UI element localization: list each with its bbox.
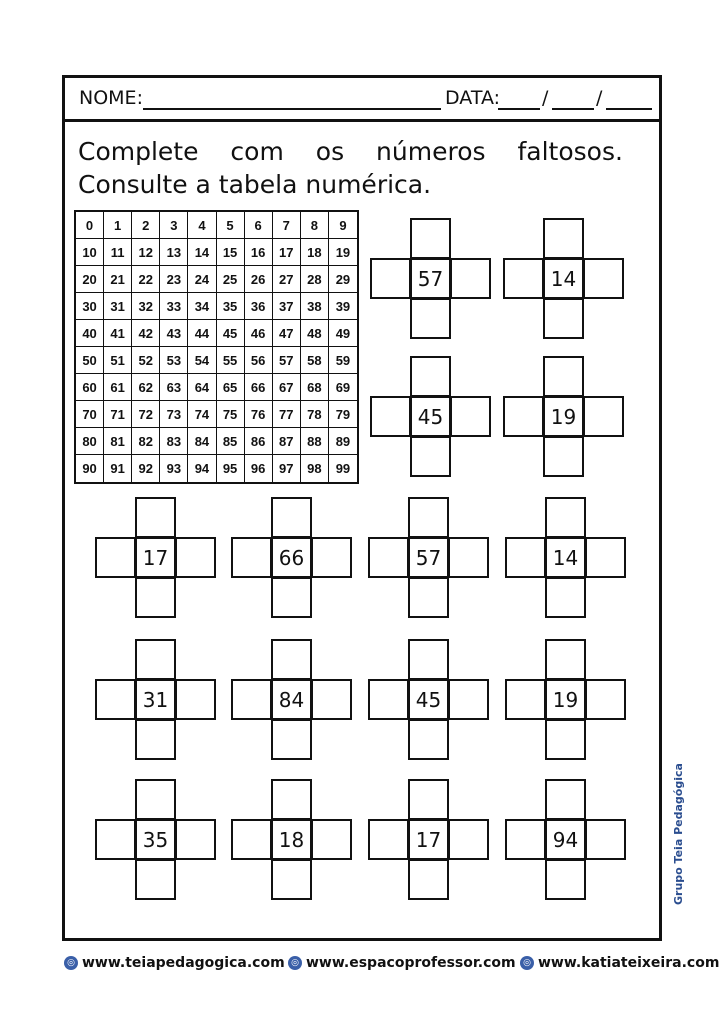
table-cell: 55 (217, 347, 245, 374)
cross-center-number: 84 (271, 679, 312, 720)
table-cell: 63 (160, 374, 188, 401)
table-cell: 70 (76, 401, 104, 428)
table-cell: 42 (132, 320, 160, 347)
cross-top-box[interactable] (135, 497, 176, 538)
cross-top-box[interactable] (271, 639, 312, 680)
table-cell: 64 (188, 374, 216, 401)
cross-right-box[interactable] (448, 819, 489, 860)
cross-right-box[interactable] (585, 537, 626, 578)
table-cell: 22 (132, 266, 160, 293)
cross-top-box[interactable] (543, 218, 584, 259)
table-cell: 36 (245, 293, 273, 320)
cross-left-box[interactable] (95, 819, 136, 860)
cross-center-number: 94 (545, 819, 586, 860)
table-cell: 76 (245, 401, 273, 428)
cross-center-number: 35 (135, 819, 176, 860)
cross-center-number: 57 (408, 537, 449, 578)
cross-top-box[interactable] (408, 639, 449, 680)
table-cell: 15 (217, 239, 245, 266)
cross-left-box[interactable] (370, 258, 411, 299)
table-cell: 32 (132, 293, 160, 320)
date-label: DATA: (445, 87, 501, 109)
number-cross (505, 779, 627, 900)
number-cross (95, 497, 217, 618)
cross-left-box[interactable] (503, 258, 544, 299)
cross-center-number: 19 (543, 396, 584, 437)
table-cell: 39 (329, 293, 357, 320)
table-cell: 51 (104, 347, 132, 374)
cross-right-box[interactable] (585, 679, 626, 720)
table-cell: 65 (217, 374, 245, 401)
table-cell: 57 (273, 347, 301, 374)
cross-center-number: 14 (545, 537, 586, 578)
table-cell: 89 (329, 428, 357, 455)
table-cell: 62 (132, 374, 160, 401)
cross-center-number: 14 (543, 258, 584, 299)
number-cross (231, 497, 353, 618)
table-cell: 26 (245, 266, 273, 293)
cross-left-box[interactable] (95, 537, 136, 578)
cross-bottom-box[interactable] (543, 436, 584, 477)
table-cell: 21 (104, 266, 132, 293)
date-day-line (498, 108, 540, 110)
table-cell: 10 (76, 239, 104, 266)
table-cell: 37 (273, 293, 301, 320)
table-cell: 6 (245, 212, 273, 239)
cross-left-box[interactable] (368, 679, 409, 720)
cross-top-box[interactable] (545, 497, 586, 538)
number-cross (231, 639, 353, 760)
cross-center-number: 17 (135, 537, 176, 578)
table-cell: 53 (160, 347, 188, 374)
instruction-line-2: Consulte a tabela numérica. (78, 170, 432, 199)
table-cell: 86 (245, 428, 273, 455)
table-cell: 58 (301, 347, 329, 374)
instruction-line-1: Complete com os números faltosos. (78, 137, 623, 166)
table-cell: 91 (104, 455, 132, 482)
table-cell: 80 (76, 428, 104, 455)
table-cell: 17 (273, 239, 301, 266)
cross-right-box[interactable] (450, 258, 491, 299)
cross-right-box[interactable] (583, 258, 624, 299)
name-line (143, 108, 441, 110)
table-cell: 7 (273, 212, 301, 239)
table-cell: 41 (104, 320, 132, 347)
cross-center-number: 45 (408, 679, 449, 720)
cross-center-number: 19 (545, 679, 586, 720)
number-cross (370, 218, 492, 339)
table-cell: 25 (217, 266, 245, 293)
cross-center-number: 18 (271, 819, 312, 860)
cross-bottom-box[interactable] (135, 719, 176, 760)
table-cell: 19 (329, 239, 357, 266)
table-cell: 97 (273, 455, 301, 482)
cross-bottom-box[interactable] (545, 859, 586, 900)
cross-bottom-box[interactable] (545, 719, 586, 760)
table-cell: 83 (160, 428, 188, 455)
table-cell: 12 (132, 239, 160, 266)
footer-link-1[interactable]: ◎ www.teiapedagogica.com (64, 952, 285, 974)
cross-right-box[interactable] (175, 679, 216, 720)
table-cell: 81 (104, 428, 132, 455)
table-cell: 0 (76, 212, 104, 239)
cross-bottom-box[interactable] (545, 577, 586, 618)
cross-bottom-box[interactable] (271, 859, 312, 900)
number-cross (231, 779, 353, 900)
table-cell: 82 (132, 428, 160, 455)
table-cell: 47 (273, 320, 301, 347)
table-cell: 33 (160, 293, 188, 320)
table-cell: 30 (76, 293, 104, 320)
cross-right-box[interactable] (450, 396, 491, 437)
table-cell: 68 (301, 374, 329, 401)
table-cell: 16 (245, 239, 273, 266)
cross-left-box[interactable] (368, 537, 409, 578)
table-cell: 96 (245, 455, 273, 482)
globe-icon: ◎ (288, 956, 302, 970)
number-cross (503, 356, 625, 477)
cross-center-number: 17 (408, 819, 449, 860)
table-cell: 27 (273, 266, 301, 293)
cross-top-box[interactable] (410, 356, 451, 397)
cross-top-box[interactable] (410, 218, 451, 259)
footer-link-3[interactable]: ◎ www.katiateixeira.com (520, 952, 719, 974)
number-cross (368, 779, 490, 900)
globe-icon: ◎ (520, 956, 534, 970)
table-cell: 43 (160, 320, 188, 347)
table-cell: 88 (301, 428, 329, 455)
table-cell: 38 (301, 293, 329, 320)
cross-right-box[interactable] (175, 819, 216, 860)
number-cross (95, 639, 217, 760)
cross-left-box[interactable] (231, 819, 272, 860)
cross-center-number: 45 (410, 396, 451, 437)
cross-left-box[interactable] (503, 396, 544, 437)
cross-right-box[interactable] (311, 819, 352, 860)
cross-left-box[interactable] (505, 679, 546, 720)
table-cell: 98 (301, 455, 329, 482)
table-cell: 95 (217, 455, 245, 482)
table-cell: 2 (132, 212, 160, 239)
cross-top-box[interactable] (545, 639, 586, 680)
table-cell: 13 (160, 239, 188, 266)
cross-left-box[interactable] (231, 537, 272, 578)
table-cell: 45 (217, 320, 245, 347)
table-cell: 56 (245, 347, 273, 374)
globe-icon: ◎ (64, 956, 78, 970)
table-cell: 1 (104, 212, 132, 239)
cross-left-box[interactable] (370, 396, 411, 437)
table-cell: 54 (188, 347, 216, 374)
date-slash: / (542, 87, 549, 109)
table-cell: 73 (160, 401, 188, 428)
cross-right-box[interactable] (585, 819, 626, 860)
table-cell: 28 (301, 266, 329, 293)
table-cell: 40 (76, 320, 104, 347)
number-cross (368, 497, 490, 618)
cross-bottom-box[interactable] (135, 859, 176, 900)
cross-left-box[interactable] (95, 679, 136, 720)
cross-bottom-box[interactable] (271, 577, 312, 618)
cross-right-box[interactable] (311, 679, 352, 720)
cross-left-box[interactable] (505, 537, 546, 578)
cross-left-box[interactable] (505, 819, 546, 860)
table-cell: 93 (160, 455, 188, 482)
table-cell: 94 (188, 455, 216, 482)
table-cell: 48 (301, 320, 329, 347)
number-cross (368, 639, 490, 760)
number-cross (505, 639, 627, 760)
table-cell: 14 (188, 239, 216, 266)
watermark-text: Grupo Teia Pedagógica (672, 763, 685, 905)
table-cell: 67 (273, 374, 301, 401)
table-cell: 74 (188, 401, 216, 428)
table-cell: 85 (217, 428, 245, 455)
number-table (74, 210, 359, 484)
cross-top-box[interactable] (271, 497, 312, 538)
date-month-line (552, 108, 594, 110)
table-cell: 69 (329, 374, 357, 401)
table-cell: 24 (188, 266, 216, 293)
date-slash: / (596, 87, 603, 109)
table-cell: 50 (76, 347, 104, 374)
cross-right-box[interactable] (448, 537, 489, 578)
table-cell: 3 (160, 212, 188, 239)
cross-top-box[interactable] (543, 356, 584, 397)
table-cell: 78 (301, 401, 329, 428)
cross-right-box[interactable] (448, 679, 489, 720)
cross-center-number: 66 (271, 537, 312, 578)
cross-center-number: 31 (135, 679, 176, 720)
date-year-line (606, 108, 652, 110)
cross-bottom-box[interactable] (271, 719, 312, 760)
number-cross (95, 779, 217, 900)
cross-bottom-box[interactable] (410, 436, 451, 477)
table-cell: 23 (160, 266, 188, 293)
table-cell: 92 (132, 455, 160, 482)
cross-bottom-box[interactable] (543, 298, 584, 339)
table-cell: 4 (188, 212, 216, 239)
cross-right-box[interactable] (175, 537, 216, 578)
table-cell: 20 (76, 266, 104, 293)
table-cell: 18 (301, 239, 329, 266)
table-cell: 8 (301, 212, 329, 239)
table-cell: 49 (329, 320, 357, 347)
cross-right-box[interactable] (583, 396, 624, 437)
header (65, 78, 659, 122)
number-cross (505, 497, 627, 618)
number-cross (503, 218, 625, 339)
table-cell: 59 (329, 347, 357, 374)
cross-bottom-box[interactable] (135, 577, 176, 618)
table-cell: 31 (104, 293, 132, 320)
table-cell: 52 (132, 347, 160, 374)
table-cell: 87 (273, 428, 301, 455)
table-cell: 72 (132, 401, 160, 428)
footer-link-2[interactable]: ◎ www.espacoprofessor.com (288, 952, 516, 974)
cross-bottom-box[interactable] (408, 577, 449, 618)
table-cell: 71 (104, 401, 132, 428)
table-cell: 5 (217, 212, 245, 239)
table-cell: 9 (329, 212, 357, 239)
cross-top-box[interactable] (271, 779, 312, 820)
number-cross (370, 356, 492, 477)
cross-top-box[interactable] (135, 639, 176, 680)
name-label: NOME: (79, 87, 143, 109)
table-cell: 77 (273, 401, 301, 428)
cross-top-box[interactable] (408, 497, 449, 538)
table-cell: 60 (76, 374, 104, 401)
table-cell: 75 (217, 401, 245, 428)
cross-left-box[interactable] (368, 819, 409, 860)
table-cell: 61 (104, 374, 132, 401)
table-cell: 79 (329, 401, 357, 428)
cross-top-box[interactable] (135, 779, 176, 820)
table-cell: 29 (329, 266, 357, 293)
table-cell: 90 (76, 455, 104, 482)
cross-bottom-box[interactable] (408, 719, 449, 760)
cross-left-box[interactable] (231, 679, 272, 720)
table-cell: 35 (217, 293, 245, 320)
table-cell: 99 (335, 461, 351, 476)
cross-right-box[interactable] (311, 537, 352, 578)
table-cell: 11 (104, 239, 132, 266)
cross-bottom-box[interactable] (408, 859, 449, 900)
cross-top-box[interactable] (545, 779, 586, 820)
cross-top-box[interactable] (408, 779, 449, 820)
table-cell: 84 (188, 428, 216, 455)
table-cell: 34 (188, 293, 216, 320)
cross-center-number: 57 (410, 258, 451, 299)
table-cell: 44 (188, 320, 216, 347)
cross-bottom-box[interactable] (410, 298, 451, 339)
table-cell: 46 (245, 320, 273, 347)
table-cell: 66 (245, 374, 273, 401)
